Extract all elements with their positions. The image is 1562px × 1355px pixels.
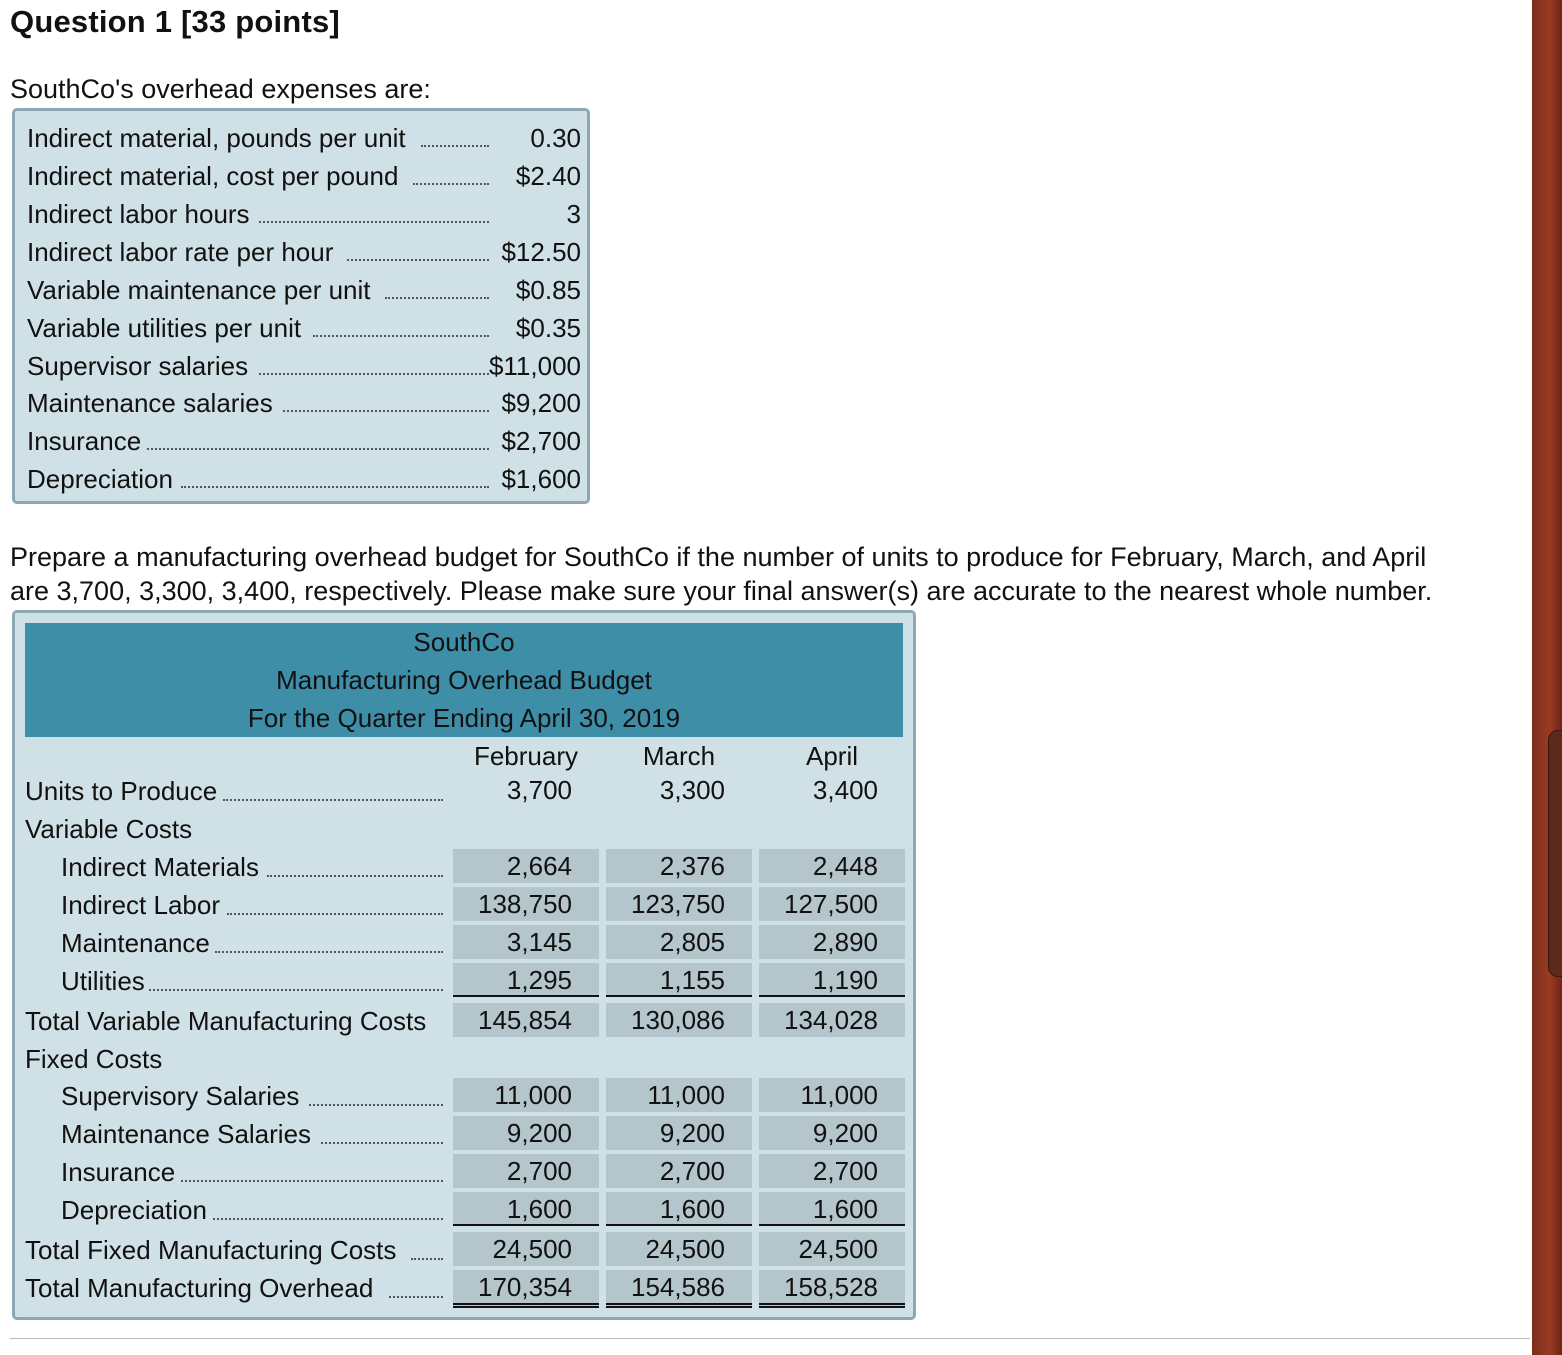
input-indirect-labor-apr[interactable]: 127,500 — [759, 887, 905, 921]
expense-row: Insurance $2,700 — [27, 426, 581, 456]
input-depreciation-apr[interactable]: 1,600 — [759, 1192, 905, 1226]
input-insurance-feb[interactable]: 2,700 — [453, 1154, 599, 1188]
budget-period: For the Quarter Ending April 30, 2019 — [247, 703, 681, 733]
input-total-overhead-apr[interactable]: 158,528 — [759, 1270, 905, 1308]
expense-row: Indirect labor rate per hour $12.50 — [27, 237, 581, 267]
section-variable-costs: Variable Costs — [25, 814, 193, 844]
expense-row: Variable utilities per unit $0.35 — [27, 313, 581, 343]
row-supervisory-salaries: Supervisory Salaries 11,000 11,000 11,000 — [25, 1078, 905, 1114]
column-header-march: March — [642, 741, 716, 771]
expense-row: Indirect labor hours 3 — [27, 199, 581, 229]
input-utilities-feb[interactable]: 1,295 — [453, 963, 599, 997]
input-total-variable-feb[interactable]: 145,854 — [453, 1003, 599, 1037]
input-supervisory-salaries-feb[interactable]: 11,000 — [453, 1078, 599, 1112]
input-total-fixed-feb[interactable]: 24,500 — [453, 1232, 599, 1266]
input-maintenance-feb[interactable]: 3,145 — [453, 925, 599, 959]
column-header-april: April — [805, 741, 858, 771]
overhead-expenses-table — [12, 108, 590, 504]
row-total-variable-costs: Total Variable Manufacturing Costs 145,854 130,086 134,028 — [25, 1003, 905, 1039]
input-insurance-mar[interactable]: 2,700 — [606, 1154, 752, 1188]
expenses-intro: SouthCo's overhead expenses are: — [10, 74, 431, 104]
input-total-overhead-mar[interactable]: 154,586 — [606, 1270, 752, 1308]
input-depreciation-feb[interactable]: 1,600 — [453, 1192, 599, 1226]
input-total-variable-apr[interactable]: 134,028 — [759, 1003, 905, 1037]
input-maintenance-mar[interactable]: 2,805 — [606, 925, 752, 959]
row-maintenance: Maintenance 3,145 2,805 2,890 — [25, 925, 905, 961]
input-indirect-materials-feb[interactable]: 2,664 — [453, 849, 599, 883]
question-prompt: Prepare a manufacturing overhead budget for SouthCo if the number of units to produce for February, March, and April are 3,700, 3,300, 3,400, respectively. Please make sure your final answer(s) are accurate to the nearest whole number. — [10, 542, 1433, 606]
input-total-variable-mar[interactable]: 130,086 — [606, 1003, 752, 1037]
divider — [10, 1338, 1530, 1339]
input-utilities-mar[interactable]: 1,155 — [606, 963, 752, 997]
input-depreciation-mar[interactable]: 1,600 — [606, 1192, 752, 1226]
column-header-february: February — [473, 741, 579, 771]
input-utilities-apr[interactable]: 1,190 — [759, 963, 905, 997]
row-utilities: Utilities 1,295 1,155 1,190 — [25, 963, 905, 999]
input-total-fixed-mar[interactable]: 24,500 — [606, 1232, 752, 1266]
expense-row: Variable maintenance per unit $0.85 — [27, 275, 581, 305]
overhead-budget-table — [12, 610, 916, 1320]
expense-row: Supervisor salaries $11,000 — [27, 351, 581, 381]
side-tab — [1548, 730, 1562, 977]
row-maintenance-salaries: Maintenance Salaries 9,200 9,200 9,200 — [25, 1116, 905, 1152]
input-indirect-labor-mar[interactable]: 123,750 — [606, 887, 752, 921]
expense-row: Indirect material, cost per pound $2.40 — [27, 161, 581, 191]
input-supervisory-salaries-apr[interactable]: 11,000 — [759, 1078, 905, 1112]
row-indirect-labor: Indirect Labor 138,750 123,750 127,500 — [25, 887, 905, 923]
input-total-overhead-feb[interactable]: 170,354 — [453, 1270, 599, 1308]
input-insurance-apr[interactable]: 2,700 — [759, 1154, 905, 1188]
input-indirect-labor-feb[interactable]: 138,750 — [453, 887, 599, 921]
input-indirect-materials-mar[interactable]: 2,376 — [606, 849, 752, 883]
budget-header — [25, 623, 903, 737]
row-indirect-materials: Indirect Materials 2,664 2,376 2,448 — [25, 849, 905, 885]
input-supervisory-salaries-mar[interactable]: 11,000 — [606, 1078, 752, 1112]
input-maintenance-salaries-mar[interactable]: 9,200 — [606, 1116, 752, 1150]
question-title: Question 1 [33 points] — [10, 4, 340, 39]
row-units-to-produce: Units to Produce 3,700 3,300 3,400 — [25, 775, 878, 806]
row-total-overhead: Total Manufacturing Overhead 170,354 154,586 158,528 — [25, 1270, 905, 1306]
window-edge — [1532, 0, 1562, 1355]
company-name: SouthCo — [413, 627, 515, 657]
input-maintenance-salaries-apr[interactable]: 9,200 — [759, 1116, 905, 1150]
row-depreciation: Depreciation 1,600 1,600 1,600 — [25, 1192, 905, 1228]
input-total-fixed-apr[interactable]: 24,500 — [759, 1232, 905, 1266]
input-indirect-materials-apr[interactable]: 2,448 — [759, 849, 905, 883]
row-total-fixed-costs: Total Fixed Manufacturing Costs 24,500 24,500 24,500 — [25, 1232, 905, 1268]
input-maintenance-salaries-feb[interactable]: 9,200 — [453, 1116, 599, 1150]
section-fixed-costs: Fixed Costs — [25, 1044, 163, 1074]
expense-row: Depreciation $1,600 — [27, 464, 581, 494]
budget-title: Manufacturing Overhead Budget — [276, 665, 652, 695]
row-insurance: Insurance 2,700 2,700 2,700 — [25, 1154, 905, 1190]
input-maintenance-apr[interactable]: 2,890 — [759, 925, 905, 959]
expense-row: Maintenance salaries $9,200 — [27, 388, 581, 418]
expense-row: Indirect material, pounds per unit 0.30 — [27, 123, 581, 153]
